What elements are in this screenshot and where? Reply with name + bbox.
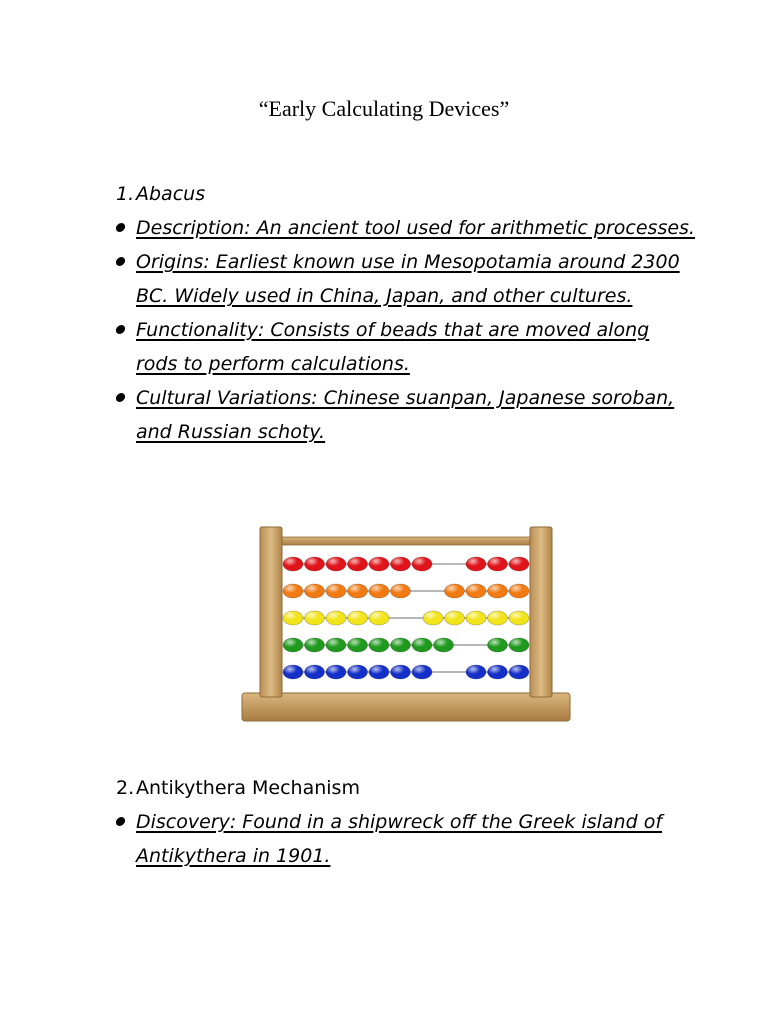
abacus-bead-shine [445,584,465,598]
bullet-item [116,313,696,381]
bullet-item [116,211,696,245]
abacus-bead-shine [369,584,389,598]
abacus-bead-shine [283,665,303,679]
abacus-bead-shine [466,665,486,679]
abacus-bead-shine [466,584,486,598]
abacus-bead-shine [326,611,346,625]
abacus-bead-shine [283,584,303,598]
abacus-bead-shine [391,584,411,598]
abacus-bead-shine [488,584,508,598]
abacus-bead-shine [391,665,411,679]
bullet-dot-icon [115,325,126,334]
abacus-bead-shine [445,611,465,625]
abacus-bead-shine [488,557,508,571]
bullet-text: Discovery: Found in a shipwreck off the Greek island of Antikythera in 1901. [136,811,663,867]
abacus-bead-shine [412,665,432,679]
document-title: “Early Calculating Devices” [258,96,510,121]
bullet-text: Cultural Variations: Chinese suanpan, Japanese soroban, and Russian schoty. [136,387,675,443]
bullet-item [116,245,696,313]
abacus-bead-shine [283,557,303,571]
section-title: Antikythera Mechanism [136,777,360,799]
abacus-bead-shine [369,665,389,679]
abacus-bead-shine [466,557,486,571]
abacus-bead-shine [369,611,389,625]
abacus-bead-shine [509,584,529,598]
abacus-bead-shine [326,557,346,571]
bullet-text: Functionality: Consists of beads that are moved along rods to perform calculations. [136,319,650,375]
bullet-item [116,805,696,873]
bullet-dot-icon [115,257,126,266]
bullet-text: Origins: Earliest known use in Mesopotamia around 2300 BC. Widely used in China, Japan, and other cultures. [136,251,680,307]
section-heading [116,771,696,805]
bullet-dot-icon [115,223,126,232]
section-heading [116,177,696,211]
abacus-left-post [260,527,282,697]
abacus-bead-shine [305,557,325,571]
abacus-bead-shine [348,638,368,652]
abacus-bead-shine [326,584,346,598]
section-number: 1. [116,183,135,205]
bullet-text: Description: An ancient tool used for arithmetic processes. [136,217,695,239]
abacus-bead-shine [412,638,432,652]
abacus-image [240,525,572,723]
abacus-bead-shine [326,638,346,652]
bullet-list [116,805,696,873]
abacus-bead-shine [348,584,368,598]
abacus-bead-shine [488,638,508,652]
abacus-bead-shine [369,557,389,571]
abacus-right-post [530,527,552,697]
abacus-base [242,693,570,721]
abacus-bead-shine [283,611,303,625]
abacus-bead-shine [305,584,325,598]
abacus-bead-shine [326,665,346,679]
section-antikythera [116,771,696,873]
abacus-bead-shine [348,611,368,625]
abacus-bead-shine [305,638,325,652]
abacus-bead-shine [488,611,508,625]
bullet-list [116,211,696,449]
bullet-dot-icon [115,393,126,402]
abacus-bead-shine [509,665,529,679]
abacus-bead-shine [434,638,454,652]
section-abacus [116,177,696,449]
abacus-bead-shine [509,557,529,571]
abacus-top-bar [262,537,552,545]
abacus-bead-shine [391,557,411,571]
abacus-bead-shine [305,665,325,679]
abacus-bead-shine [348,557,368,571]
abacus-bead-shine [348,665,368,679]
abacus-bead-shine [423,611,443,625]
abacus-bead-shine [509,611,529,625]
abacus-bead-shine [305,611,325,625]
abacus-bead-shine [412,557,432,571]
bullet-dot-icon [115,817,126,826]
section-title: Abacus [136,183,206,205]
abacus-bead-shine [488,665,508,679]
abacus-bead-shine [466,611,486,625]
abacus-rows [282,557,530,679]
abacus-bead-shine [391,638,411,652]
abacus-bead-shine [509,638,529,652]
abacus-bead-shine [369,638,389,652]
section-number: 2. [116,777,135,799]
abacus-bead-shine [283,638,303,652]
bullet-item [116,381,696,449]
